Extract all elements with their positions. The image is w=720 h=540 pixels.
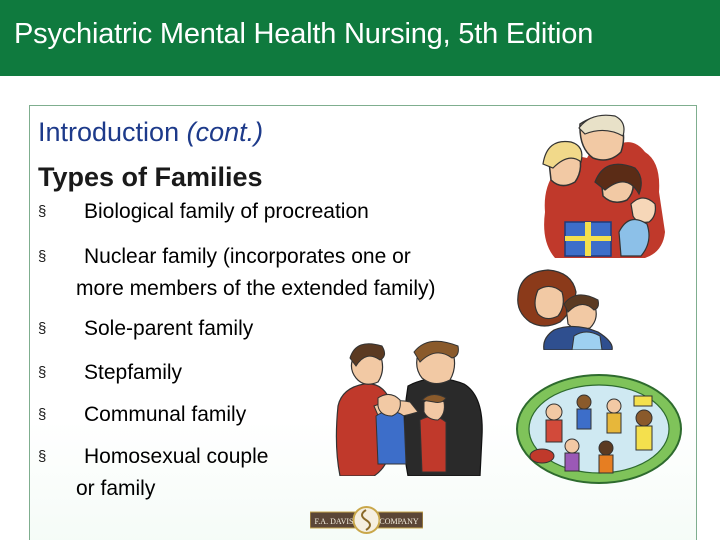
list-item-text-cont: more members of the extended family) (76, 277, 436, 300)
bullet-marker: § (38, 248, 47, 265)
heading-text: Introduction (38, 117, 187, 147)
mother-child-clipart (514, 266, 618, 350)
heading-cont: (cont.) (186, 117, 264, 147)
stepfamily-clipart (334, 336, 486, 476)
bullet-marker: § (38, 364, 47, 381)
list-item-text: Nuclear family (incorporates one or (84, 245, 411, 268)
bullet-marker: § (38, 406, 47, 423)
slide-subheading: Types of Families (38, 162, 263, 192)
list-item-text: Biological family of procreation (84, 200, 369, 223)
bullet-marker: § (38, 320, 47, 337)
logo-left-text: F.A. DAVIS (314, 517, 354, 526)
communal-family-clipart (514, 372, 684, 486)
list-item-text: Stepfamily (84, 361, 183, 384)
list-item-text: Homosexual couple (84, 445, 269, 468)
extended-family-clipart (535, 112, 675, 260)
title-bar (0, 0, 720, 76)
bullet-marker: § (38, 203, 47, 220)
list-item-text: Sole-parent family (84, 317, 254, 340)
slide-heading (38, 117, 263, 148)
slide-series-title: Psychiatric Mental Health Nursing, 5th Edition (14, 18, 594, 50)
list-item-text: Communal family (84, 403, 247, 426)
logo-right-text: COMPANY (379, 517, 419, 526)
fa-davis-logo (310, 505, 423, 535)
bullet-marker: § (38, 448, 47, 465)
list-item-text-cont: or family (76, 477, 156, 500)
